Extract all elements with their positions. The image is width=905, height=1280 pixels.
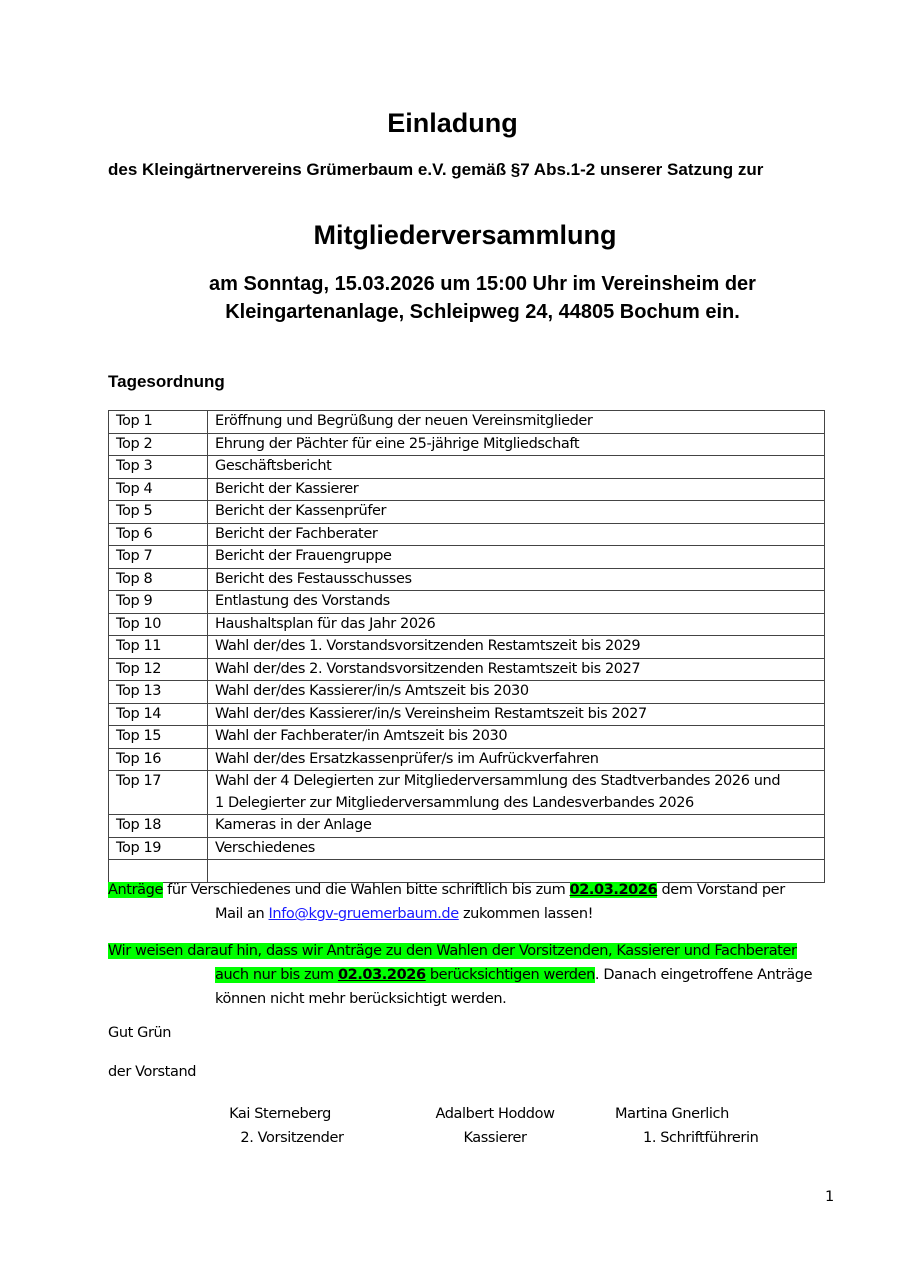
agenda-item-number: Top 2: [109, 433, 208, 456]
agenda-row: [109, 433, 825, 456]
signature-role: 1. Schriftführerin: [643, 1130, 759, 1146]
agenda-item-text: Haushaltsplan für das Jahr 2026: [208, 613, 825, 636]
agenda-item-number: Top 19: [109, 837, 208, 860]
agenda-item-text: Bericht der Fachberater: [208, 523, 825, 546]
agenda-item-text: Eröffnung und Begrüßung der neuen Vereinsmitglieder: [208, 411, 825, 434]
agenda-item-number: Top 6: [109, 523, 208, 546]
agenda-item-text: Ehrung der Pächter für eine 25-jährige Mitgliedschaft: [208, 433, 825, 456]
agenda-item-number: Top 10: [109, 613, 208, 636]
board-label: der Vorstand: [108, 1064, 197, 1080]
agenda-row: [109, 456, 825, 479]
agenda-item-text: [208, 771, 825, 815]
agenda-item-text: Wahl der/des Kassierer/in/s Vereinsheim Restamtszeit bis 2027: [208, 703, 825, 726]
note-text: für Verschiedenes und die Wahlen bitte schriftlich bis zum: [162, 882, 570, 898]
note-text: zukommen lassen!: [458, 906, 594, 922]
document-title: Einladung: [387, 108, 518, 138]
agenda-item-text-line: Wahl der 4 Delegierten zur Mitgliederversammlung des Stadtverbandes 2026 und: [215, 773, 781, 789]
agenda-item-number: Top 12: [109, 658, 208, 681]
agenda-row: [109, 658, 825, 681]
agenda-row: [109, 771, 825, 815]
agenda-item-number: Top 4: [109, 478, 208, 501]
agenda-item-text: Geschäftsbericht: [208, 456, 825, 479]
highlighted-text: berücksichtigen werden: [425, 967, 595, 983]
signature-block: [200, 1102, 360, 1150]
agenda-row: [109, 748, 825, 771]
agenda-item-number: Top 15: [109, 726, 208, 749]
agenda-row: [109, 726, 825, 749]
agenda-row: [109, 591, 825, 614]
date-line-2: Kleingartenanlage, Schleipweg 24, 44805 Bochum ein.: [225, 301, 740, 323]
signature-name: Martina Gnerlich: [615, 1106, 729, 1122]
agenda-item-text-line: 1 Delegierter zur Mitgliederversammlung des Landesverbandes 2026: [215, 794, 694, 811]
agenda-label: Tagesordnung: [108, 372, 225, 391]
agenda-item-number: Top 8: [109, 568, 208, 591]
agenda-item-number: Top 16: [109, 748, 208, 771]
agenda-table: [108, 410, 825, 883]
note-text: können nicht mehr berücksichtigt werden.: [215, 991, 507, 1007]
agenda-item-text: Entlastung des Vorstands: [208, 591, 825, 614]
signature-block: [405, 1102, 585, 1150]
signature-block: [605, 1102, 785, 1150]
agenda-item-text: Wahl der/des Ersatzkassenprüfer/s im Aufrückverfahren: [208, 748, 825, 771]
agenda-row: [109, 523, 825, 546]
highlighted-text: auch nur bis zum: [215, 967, 338, 983]
agenda-item-text: Wahl der Fachberater/in Amtszeit bis 2030: [208, 726, 825, 749]
deadline-date: 02.03.2026: [569, 882, 658, 898]
agenda-row: [109, 815, 825, 838]
agenda-row: [109, 411, 825, 434]
page-number: 1: [825, 1189, 834, 1205]
highlighted-text: Wir weisen darauf hin, dass wir Anträge zu den Wahlen der Vorsitzenden, Kassierer und Fachberater: [108, 943, 797, 959]
note-text: . Danach eingetroffene Anträge: [594, 967, 813, 983]
agenda-item-number: Top 1: [109, 411, 208, 434]
agenda-row: [109, 681, 825, 704]
agenda-row: [109, 703, 825, 726]
signature-role: 2. Vorsitzender: [240, 1130, 344, 1146]
agenda-item-text: Wahl der/des 2. Vorstandsvorsitzenden Restamtszeit bis 2027: [208, 658, 825, 681]
deadline-date: 02.03.2026: [337, 967, 426, 983]
submission-note: [108, 878, 868, 926]
note-text: dem Vorstand per: [657, 882, 785, 898]
agenda-row: [109, 613, 825, 636]
agenda-item-text: Kameras in der Anlage: [208, 815, 825, 838]
agenda-item-text: Bericht der Frauengruppe: [208, 546, 825, 569]
agenda-row: [109, 478, 825, 501]
email-link[interactable]: Info@kgv-gruemerbaum.de: [268, 906, 459, 922]
agenda-row: [109, 501, 825, 524]
agenda-item-text: Wahl der/des Kassierer/in/s Amtszeit bis 2030: [208, 681, 825, 704]
signature-name: Adalbert Hoddow: [435, 1106, 555, 1122]
meeting-date-location: [0, 270, 905, 326]
document-subtitle: des Kleingärtnervereins Grümerbaum e.V. gemäß §7 Abs.1-2 unserer Satzung zur: [108, 160, 764, 179]
agenda-item-number: Top 13: [109, 681, 208, 704]
meeting-heading: Mitgliederversammlung: [313, 220, 617, 250]
agenda-row: [109, 636, 825, 659]
signature-role: Kassierer: [463, 1130, 527, 1146]
agenda-item-number: Top 5: [109, 501, 208, 524]
agenda-item-number: Top 17: [109, 771, 208, 815]
agenda-row: [109, 568, 825, 591]
agenda-item-number: Top 18: [109, 815, 208, 838]
agenda-item-number: Top 9: [109, 591, 208, 614]
agenda-item-number: Top 3: [109, 456, 208, 479]
greeting: Gut Grün: [108, 1025, 172, 1041]
agenda-row: [109, 546, 825, 569]
agenda-item-number: Top 7: [109, 546, 208, 569]
agenda-row: [109, 837, 825, 860]
agenda-item-number: Top 11: [109, 636, 208, 659]
agenda-item-text: Bericht der Kassierer: [208, 478, 825, 501]
date-line-1: am Sonntag, 15.03.2026 um 15:00 Uhr im Vereinsheim der: [209, 273, 756, 295]
agenda-item-text: Bericht des Festausschusses: [208, 568, 825, 591]
agenda-item-number: Top 14: [109, 703, 208, 726]
agenda-item-text: Verschiedenes: [208, 837, 825, 860]
deadline-note: [108, 939, 868, 1011]
signature-name: Kai Sterneberg: [229, 1106, 331, 1122]
highlighted-word: Anträge: [108, 882, 163, 898]
note-text: Mail an: [215, 906, 269, 922]
agenda-item-text: Bericht der Kassenprüfer: [208, 501, 825, 524]
agenda-item-text: Wahl der/des 1. Vorstandsvorsitzenden Restamtszeit bis 2029: [208, 636, 825, 659]
